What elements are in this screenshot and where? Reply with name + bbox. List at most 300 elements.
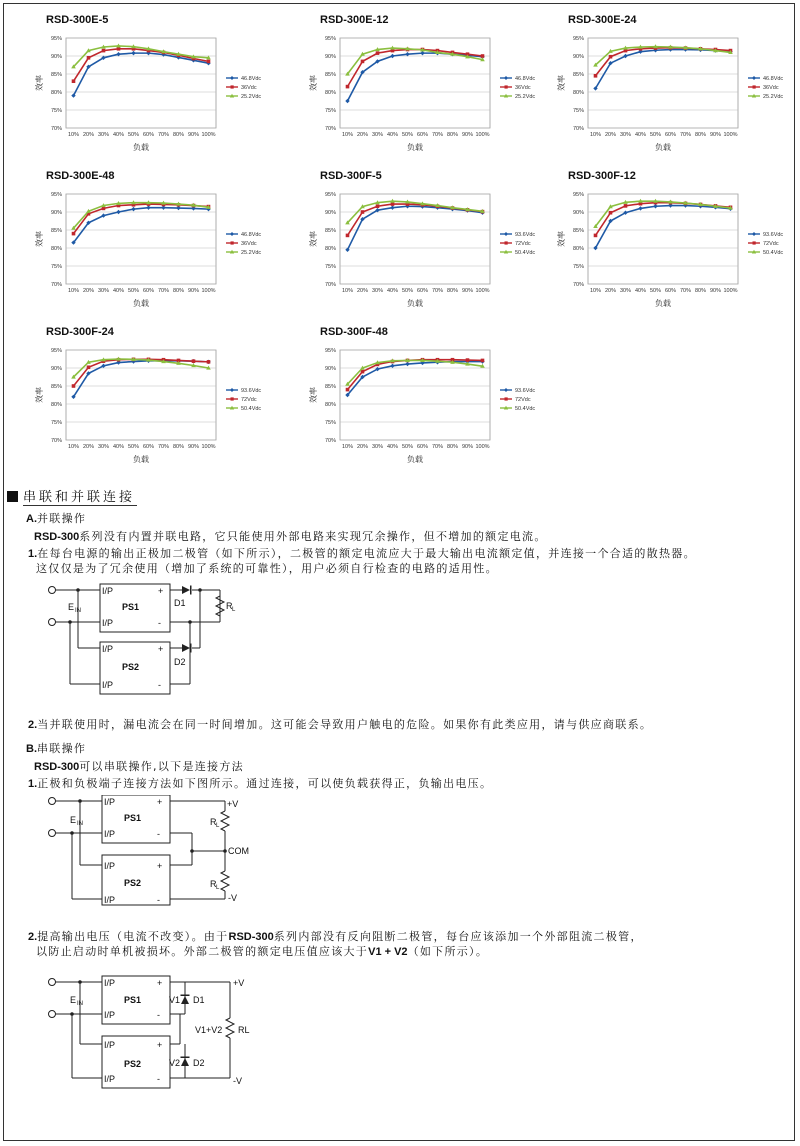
y-tick-label: 70%: [572, 282, 584, 288]
x-tick-label: 20%: [604, 132, 617, 138]
ip-label: I/P: [104, 978, 116, 988]
d2-label: D2: [174, 657, 186, 667]
item-text: 当并联使用时，漏电流会在同一时间增加。这可能会导致用户触电的危险。如果你有此类应用，请与供应商联系。: [37, 718, 653, 731]
x-tick-label: 60%: [664, 132, 677, 138]
efficiency-chart-rsd-300e-12: [300, 14, 560, 164]
intro-text: 系列没有内置并联电路，它只能使用外部电路来实现冗余操作，但不增加的额定电流。: [79, 530, 547, 543]
y-tick-label: 95%: [572, 192, 584, 198]
legend-marker: [230, 76, 234, 80]
x-axis-label: 负载: [133, 143, 149, 152]
y-axis-label: 效率: [557, 231, 566, 247]
ip-label: I/P: [104, 1040, 116, 1050]
legend-label: 25.2Vdc: [241, 250, 262, 256]
y-tick-label: 80%: [50, 246, 62, 252]
data-point: [87, 365, 91, 369]
legend-label: 46.8Vdc: [763, 76, 784, 82]
ps2-label: PS2: [124, 1059, 142, 1069]
x-tick-label: 40%: [112, 132, 125, 138]
item-number: 2.: [28, 719, 38, 731]
data-point: [361, 60, 365, 64]
x-tick-label: 10%: [589, 132, 602, 138]
efficiency-chart-rsd-300e-5: [26, 14, 286, 164]
x-tick-label: 40%: [634, 288, 647, 294]
legend-label: 46.8Vdc: [515, 76, 536, 82]
plus-label: +: [157, 1040, 163, 1050]
y-tick-label: 80%: [324, 90, 336, 96]
x-tick-label: 100%: [201, 444, 216, 450]
y-tick-label: 80%: [572, 90, 584, 96]
x-axis-label: 负载: [407, 455, 423, 464]
y-tick-label: 90%: [324, 366, 336, 372]
heading-text: 串联操作: [37, 742, 87, 755]
ps1-label: PS1: [124, 813, 142, 823]
chart-svg: [548, 170, 800, 320]
data-point: [192, 359, 196, 363]
chart-title: RSD-300E-48: [46, 170, 115, 182]
ip-label: I/P: [104, 861, 116, 871]
y-tick-label: 80%: [324, 402, 336, 408]
y-tick-label: 75%: [572, 264, 584, 270]
legend-label: 72Vdc: [763, 241, 779, 247]
legend-label: 72Vdc: [241, 397, 257, 403]
input-terminal: [49, 619, 56, 626]
legend-label: 36Vdc: [241, 85, 257, 91]
x-tick-label: 40%: [386, 132, 399, 138]
legend-marker: [752, 76, 756, 80]
ein-subscript: IN: [75, 608, 81, 614]
legend-label: 50.4Vdc: [763, 250, 784, 256]
series-diode-diagram: [40, 974, 270, 1090]
y-tick-label: 95%: [324, 192, 336, 198]
data-point: [102, 49, 106, 53]
voltage-sum: V1 + V2: [368, 946, 408, 958]
ps2-label: PS2: [124, 878, 142, 888]
y-tick-label: 70%: [50, 126, 62, 132]
diode-icon: [181, 1058, 189, 1066]
series-intro: [34, 758, 244, 774]
series-item-2: [28, 928, 643, 944]
y-tick-label: 80%: [50, 402, 62, 408]
chart-title: RSD-300E-24: [568, 14, 637, 26]
y-tick-label: 70%: [324, 126, 336, 132]
x-tick-label: 40%: [634, 132, 647, 138]
x-tick-label: 50%: [127, 132, 140, 138]
x-tick-label: 30%: [371, 444, 384, 450]
legend-marker: [505, 397, 508, 400]
chart-title: RSD-300E-5: [46, 14, 109, 26]
y-tick-label: 80%: [572, 246, 584, 252]
chart-svg: [26, 326, 286, 476]
rl-label: R: [226, 601, 233, 611]
legend-label: 50.4Vdc: [241, 406, 262, 412]
x-tick-label: 60%: [142, 288, 155, 294]
x-tick-label: 80%: [172, 288, 185, 294]
y-tick-label: 75%: [50, 420, 62, 426]
x-tick-label: 50%: [649, 288, 662, 294]
legend-marker: [230, 388, 234, 392]
y-tick-label: 90%: [572, 54, 584, 60]
x-tick-label: 50%: [649, 132, 662, 138]
data-point: [466, 358, 470, 362]
legend-label: 46.8Vdc: [241, 232, 262, 238]
legend-marker: [504, 388, 508, 392]
rl-subscript: L: [216, 823, 220, 829]
ip-label: I/P: [102, 586, 114, 596]
data-point: [624, 204, 628, 208]
y-tick-label: 70%: [324, 282, 336, 288]
y-tick-label: 90%: [572, 210, 584, 216]
d2-label: D2: [193, 1058, 205, 1068]
ps1-label: PS1: [124, 995, 142, 1005]
x-axis-label: 负载: [655, 143, 671, 152]
chart-svg: [548, 14, 800, 164]
x-tick-label: 70%: [157, 288, 170, 294]
y-tick-label: 70%: [572, 126, 584, 132]
rl-label: RL: [238, 1025, 250, 1035]
plus-v-label: +V: [227, 799, 239, 809]
x-tick-label: 20%: [82, 132, 95, 138]
minus-label: -: [158, 680, 161, 690]
y-tick-label: 85%: [324, 72, 336, 78]
d1-label: D1: [193, 995, 205, 1005]
x-tick-label: 90%: [461, 132, 474, 138]
x-tick-label: 90%: [709, 288, 722, 294]
diode-icon: [182, 586, 190, 594]
ip-label: I/P: [104, 895, 116, 905]
legend-marker: [231, 241, 234, 244]
x-tick-label: 20%: [604, 288, 617, 294]
y-tick-label: 85%: [50, 384, 62, 390]
x-tick-label: 10%: [67, 288, 80, 294]
data-point: [391, 202, 395, 206]
legend-marker: [752, 232, 756, 236]
x-tick-label: 80%: [172, 444, 185, 450]
intro-text: 可以串联操作,以下是连接方法: [79, 760, 244, 773]
v1-v2-label: V1+V2: [195, 1025, 223, 1035]
x-tick-label: 90%: [187, 132, 200, 138]
y-tick-label: 70%: [50, 282, 62, 288]
legend-label: 93.6Vdc: [515, 232, 536, 238]
parallel-intro: [34, 528, 547, 544]
data-point: [376, 204, 380, 208]
y-tick-label: 95%: [50, 36, 62, 42]
plot-area: [340, 38, 490, 128]
parallel-redundancy-diagram: [40, 582, 260, 700]
x-tick-label: 10%: [67, 444, 80, 450]
parallel-item-1: [28, 545, 696, 561]
y-tick-label: 75%: [324, 108, 336, 114]
x-tick-label: 70%: [157, 444, 170, 450]
efficiency-chart-rsd-300f-12: [548, 170, 800, 320]
chart-title: RSD-300F-24: [46, 326, 114, 338]
ip-label: I/P: [102, 644, 114, 654]
x-tick-label: 70%: [431, 288, 444, 294]
x-tick-label: 10%: [341, 444, 354, 450]
plus-label: +: [158, 586, 164, 596]
ip-label: I/P: [104, 1074, 116, 1084]
x-tick-label: 30%: [619, 132, 632, 138]
diode-icon: [181, 996, 189, 1004]
legend-label: 25.2Vdc: [763, 94, 784, 100]
plus-label: +: [157, 978, 163, 988]
y-tick-label: 95%: [324, 348, 336, 354]
legend-label: 36Vdc: [763, 85, 779, 91]
plus-v-label: +V: [233, 978, 245, 988]
square-bullet-icon: [7, 491, 18, 502]
y-tick-label: 85%: [572, 72, 584, 78]
legend-marker: [505, 241, 508, 244]
y-tick-label: 85%: [572, 228, 584, 234]
x-tick-label: 50%: [127, 444, 140, 450]
x-tick-label: 60%: [416, 288, 429, 294]
efficiency-chart-rsd-300f-24: [26, 326, 286, 476]
rl-label: R: [210, 879, 217, 889]
x-tick-label: 100%: [201, 132, 216, 138]
data-point: [594, 74, 598, 78]
x-tick-label: 70%: [431, 444, 444, 450]
x-tick-label: 60%: [142, 132, 155, 138]
y-axis-label: 效率: [35, 387, 44, 403]
data-point: [376, 51, 380, 55]
series-item-2-cont: [36, 943, 488, 959]
legend-label: 72Vdc: [515, 241, 531, 247]
ip-label: I/P: [102, 618, 114, 628]
ip-label: I/P: [104, 797, 116, 807]
com-label: COM: [228, 846, 249, 856]
x-tick-label: 80%: [694, 288, 707, 294]
y-tick-label: 75%: [50, 264, 62, 270]
data-point: [72, 384, 76, 388]
model-name: RSD-300: [34, 531, 80, 543]
ip-label: I/P: [104, 1010, 116, 1020]
x-tick-label: 100%: [201, 288, 216, 294]
plus-label: +: [157, 861, 163, 871]
x-tick-label: 30%: [97, 288, 110, 294]
item-text: 正极和负极端子连接方法如下图所示。通过连接，可以使负载获得正，负输出电压。: [37, 777, 493, 790]
legend-marker: [753, 85, 756, 88]
y-tick-label: 75%: [50, 108, 62, 114]
data-point: [117, 47, 121, 51]
ps1-label: PS1: [122, 602, 140, 612]
item-number: 1.: [28, 778, 38, 790]
x-tick-label: 30%: [97, 132, 110, 138]
y-tick-label: 70%: [324, 438, 336, 444]
heading-letter: B.: [26, 743, 37, 755]
data-point: [72, 232, 76, 236]
x-tick-label: 60%: [664, 288, 677, 294]
model-name: RSD-300: [34, 761, 80, 773]
x-tick-label: 80%: [446, 288, 459, 294]
heading-text: 并联操作: [37, 512, 87, 525]
diode-icon: [182, 644, 190, 652]
efficiency-chart-rsd-300f-5: [300, 170, 560, 320]
rl-subscript: L: [232, 607, 236, 613]
efficiency-chart-rsd-300f-48: [300, 326, 560, 476]
item-number: 1.: [28, 548, 38, 560]
efficiency-chart-rsd-300e-24: [548, 14, 800, 164]
legend-label: 36Vdc: [515, 85, 531, 91]
item-text: （如下所示）。: [407, 945, 489, 958]
heading-letter: A.: [26, 513, 37, 525]
data-point: [207, 60, 211, 64]
y-tick-label: 80%: [324, 246, 336, 252]
x-axis-label: 负载: [407, 143, 423, 152]
x-tick-label: 70%: [431, 132, 444, 138]
item-text: 以防止启动时单机被损坏。外部二极管的额定电压值应该大于: [36, 945, 369, 958]
x-tick-label: 60%: [416, 444, 429, 450]
data-point: [346, 234, 350, 238]
ip-label: I/P: [102, 680, 114, 690]
data-point: [87, 56, 91, 60]
item-text: 系列内部没有反向阻断二极管，每台应该添加一个外部阻流二极管，: [273, 930, 643, 943]
model-name: RSD-300: [228, 931, 274, 943]
legend-label: 36Vdc: [241, 241, 257, 247]
parallel-item-1-cont: 这仅仅是为了冗余使用（增加了系统的可靠性），用户必须自行检查的电路的适用性。: [36, 562, 498, 575]
y-tick-label: 90%: [324, 210, 336, 216]
y-tick-label: 85%: [50, 72, 62, 78]
x-tick-label: 10%: [67, 132, 80, 138]
ein-subscript: IN: [77, 1001, 83, 1007]
x-tick-label: 40%: [112, 288, 125, 294]
x-tick-label: 60%: [142, 444, 155, 450]
series-com-diagram: [40, 795, 270, 907]
x-tick-label: 70%: [679, 288, 692, 294]
y-tick-label: 90%: [50, 210, 62, 216]
parallel-item-2: [28, 716, 652, 732]
legend-label: 46.8Vdc: [241, 76, 262, 82]
y-axis-label: 效率: [35, 231, 44, 247]
legend-marker: [504, 76, 508, 80]
d1-label: D1: [174, 598, 186, 608]
x-tick-label: 20%: [356, 132, 369, 138]
item-text: 在每台电源的输出正极加二极管（如下所示），二极管的额定电流应大于最大输出电流额定值，并连接一个合适的散热器。: [37, 547, 696, 560]
y-axis-label: 效率: [309, 75, 318, 91]
rl-subscript: L: [216, 885, 220, 891]
y-axis-label: 效率: [309, 387, 318, 403]
x-tick-label: 80%: [446, 132, 459, 138]
minus-label: -: [157, 829, 160, 839]
x-tick-label: 30%: [97, 444, 110, 450]
legend-marker: [231, 397, 234, 400]
chart-svg: [300, 326, 560, 476]
x-tick-label: 90%: [187, 444, 200, 450]
x-tick-label: 90%: [461, 444, 474, 450]
legend-label: 25.2Vdc: [515, 94, 536, 100]
chart-title: RSD-300E-12: [320, 14, 389, 26]
legend-marker: [753, 241, 756, 244]
x-tick-label: 90%: [461, 288, 474, 294]
minus-v-label: -V: [233, 1076, 242, 1086]
x-tick-label: 100%: [723, 288, 738, 294]
x-tick-label: 70%: [157, 132, 170, 138]
legend-marker: [231, 85, 234, 88]
x-tick-label: 100%: [723, 132, 738, 138]
legend-label: 93.6Vdc: [241, 388, 262, 394]
legend-marker: [505, 85, 508, 88]
y-tick-label: 75%: [572, 108, 584, 114]
x-tick-label: 50%: [401, 288, 414, 294]
ip-label: I/P: [104, 829, 116, 839]
legend-label: 93.6Vdc: [763, 232, 784, 238]
x-tick-label: 80%: [694, 132, 707, 138]
chart-svg: [26, 170, 286, 320]
x-tick-label: 20%: [356, 288, 369, 294]
data-point: [609, 55, 613, 59]
legend-label: 93.6Vdc: [515, 388, 536, 394]
rl-label: R: [210, 817, 217, 827]
item-text: 提高输出电压（电流不改变）。由于: [37, 930, 229, 943]
minus-label: -: [157, 1010, 160, 1020]
legend-label: 50.4Vdc: [515, 250, 536, 256]
x-tick-label: 100%: [475, 288, 490, 294]
data-point: [207, 360, 211, 364]
ein-label: E: [70, 995, 77, 1005]
data-point: [594, 234, 598, 238]
x-tick-label: 50%: [401, 132, 414, 138]
plus-label: +: [157, 797, 163, 807]
x-tick-label: 30%: [619, 288, 632, 294]
ein-label: E: [70, 815, 77, 825]
x-tick-label: 40%: [112, 444, 125, 450]
y-tick-label: 90%: [324, 54, 336, 60]
chart-title: RSD-300F-5: [320, 170, 382, 182]
x-axis-label: 负载: [407, 299, 423, 308]
x-tick-label: 100%: [475, 132, 490, 138]
y-tick-label: 90%: [50, 366, 62, 372]
y-tick-label: 85%: [50, 228, 62, 234]
y-axis-label: 效率: [557, 75, 566, 91]
y-tick-label: 80%: [50, 90, 62, 96]
x-tick-label: 50%: [127, 288, 140, 294]
y-tick-label: 95%: [572, 36, 584, 42]
minus-label: -: [157, 1074, 160, 1084]
data-point: [361, 210, 365, 214]
section-heading: [7, 486, 137, 506]
x-tick-label: 80%: [172, 132, 185, 138]
data-point: [72, 79, 76, 83]
input-terminal: [49, 587, 56, 594]
item-number: 2.: [28, 931, 38, 943]
ein-subscript: IN: [77, 821, 83, 827]
x-tick-label: 50%: [401, 444, 414, 450]
x-tick-label: 10%: [341, 288, 354, 294]
x-tick-label: 90%: [709, 132, 722, 138]
data-point: [609, 211, 613, 215]
x-tick-label: 30%: [371, 288, 384, 294]
x-tick-label: 100%: [475, 444, 490, 450]
y-tick-label: 70%: [50, 438, 62, 444]
y-tick-label: 95%: [324, 36, 336, 42]
x-tick-label: 20%: [82, 288, 95, 294]
chart-svg: [26, 14, 286, 164]
legend-label: 72Vdc: [515, 397, 531, 403]
efficiency-chart-rsd-300e-48: [26, 170, 286, 320]
series-item-1: [28, 775, 492, 791]
minus-label: -: [157, 895, 160, 905]
x-tick-label: 10%: [589, 288, 602, 294]
y-tick-label: 90%: [50, 54, 62, 60]
x-axis-label: 负载: [655, 299, 671, 308]
x-tick-label: 40%: [386, 444, 399, 450]
y-axis-label: 效率: [309, 231, 318, 247]
y-axis-label: 效率: [35, 75, 44, 91]
plus-label: +: [158, 644, 164, 654]
x-tick-label: 30%: [371, 132, 384, 138]
y-tick-label: 75%: [324, 264, 336, 270]
chart-title: RSD-300F-12: [568, 170, 636, 182]
x-axis-label: 负载: [133, 299, 149, 308]
y-tick-label: 85%: [324, 384, 336, 390]
